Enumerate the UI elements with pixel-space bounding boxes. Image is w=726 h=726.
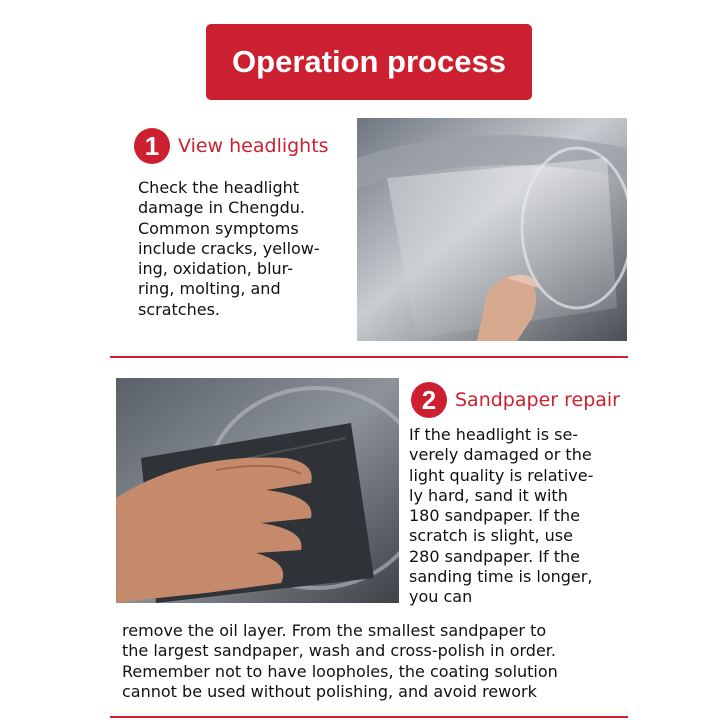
step1-badge: 1 bbox=[134, 128, 170, 164]
step1-line: ring, molting, and bbox=[138, 279, 281, 299]
step1-line: Common symptoms bbox=[138, 218, 299, 238]
banner-title: Operation process bbox=[206, 24, 532, 100]
step2-continuation bbox=[122, 621, 558, 702]
step1-line: damage in Chengdu. bbox=[138, 198, 305, 218]
step1-title: View headlights bbox=[178, 135, 329, 157]
step2-line: 180 sandpaper. If the bbox=[409, 506, 580, 526]
sanding-photo bbox=[116, 378, 399, 603]
headlight-photo bbox=[357, 118, 627, 341]
step2-description bbox=[409, 425, 593, 608]
step1-line: scratches. bbox=[138, 299, 220, 319]
step2-title: Sandpaper repair bbox=[455, 389, 620, 411]
step2-line: light quality is relative- bbox=[409, 465, 594, 485]
step1-header bbox=[134, 128, 329, 164]
step2-line: scratch is slight, use bbox=[409, 526, 573, 546]
step2-line: ly hard, sand it with bbox=[409, 485, 568, 505]
step2-line: If the headlight is se- bbox=[409, 425, 579, 444]
divider-1 bbox=[110, 356, 628, 358]
step2-line: verely damaged or the bbox=[409, 445, 592, 465]
divider-2 bbox=[110, 716, 628, 718]
continuation-line: Remember not to have loopholes, the coating solution bbox=[122, 661, 558, 681]
step2-line: 280 sandpaper. If the bbox=[409, 546, 580, 566]
continuation-line: the largest sandpaper, wash and cross-polish in order. bbox=[122, 641, 556, 661]
step1-line: ing, oxidation, blur- bbox=[138, 259, 293, 279]
step2-header bbox=[411, 382, 620, 418]
step1-line: include cracks, yellow- bbox=[138, 238, 320, 258]
continuation-line: remove the oil layer. From the smallest sandpaper to bbox=[122, 621, 547, 640]
continuation-line: cannot be used without polishing, and avoid rework bbox=[122, 681, 537, 701]
step2-line: you can bbox=[409, 587, 473, 607]
step2-line: sanding time is longer, bbox=[409, 567, 593, 587]
step1-description bbox=[138, 178, 320, 320]
step2-badge: 2 bbox=[411, 382, 447, 418]
step1-line: Check the headlight bbox=[138, 178, 300, 197]
